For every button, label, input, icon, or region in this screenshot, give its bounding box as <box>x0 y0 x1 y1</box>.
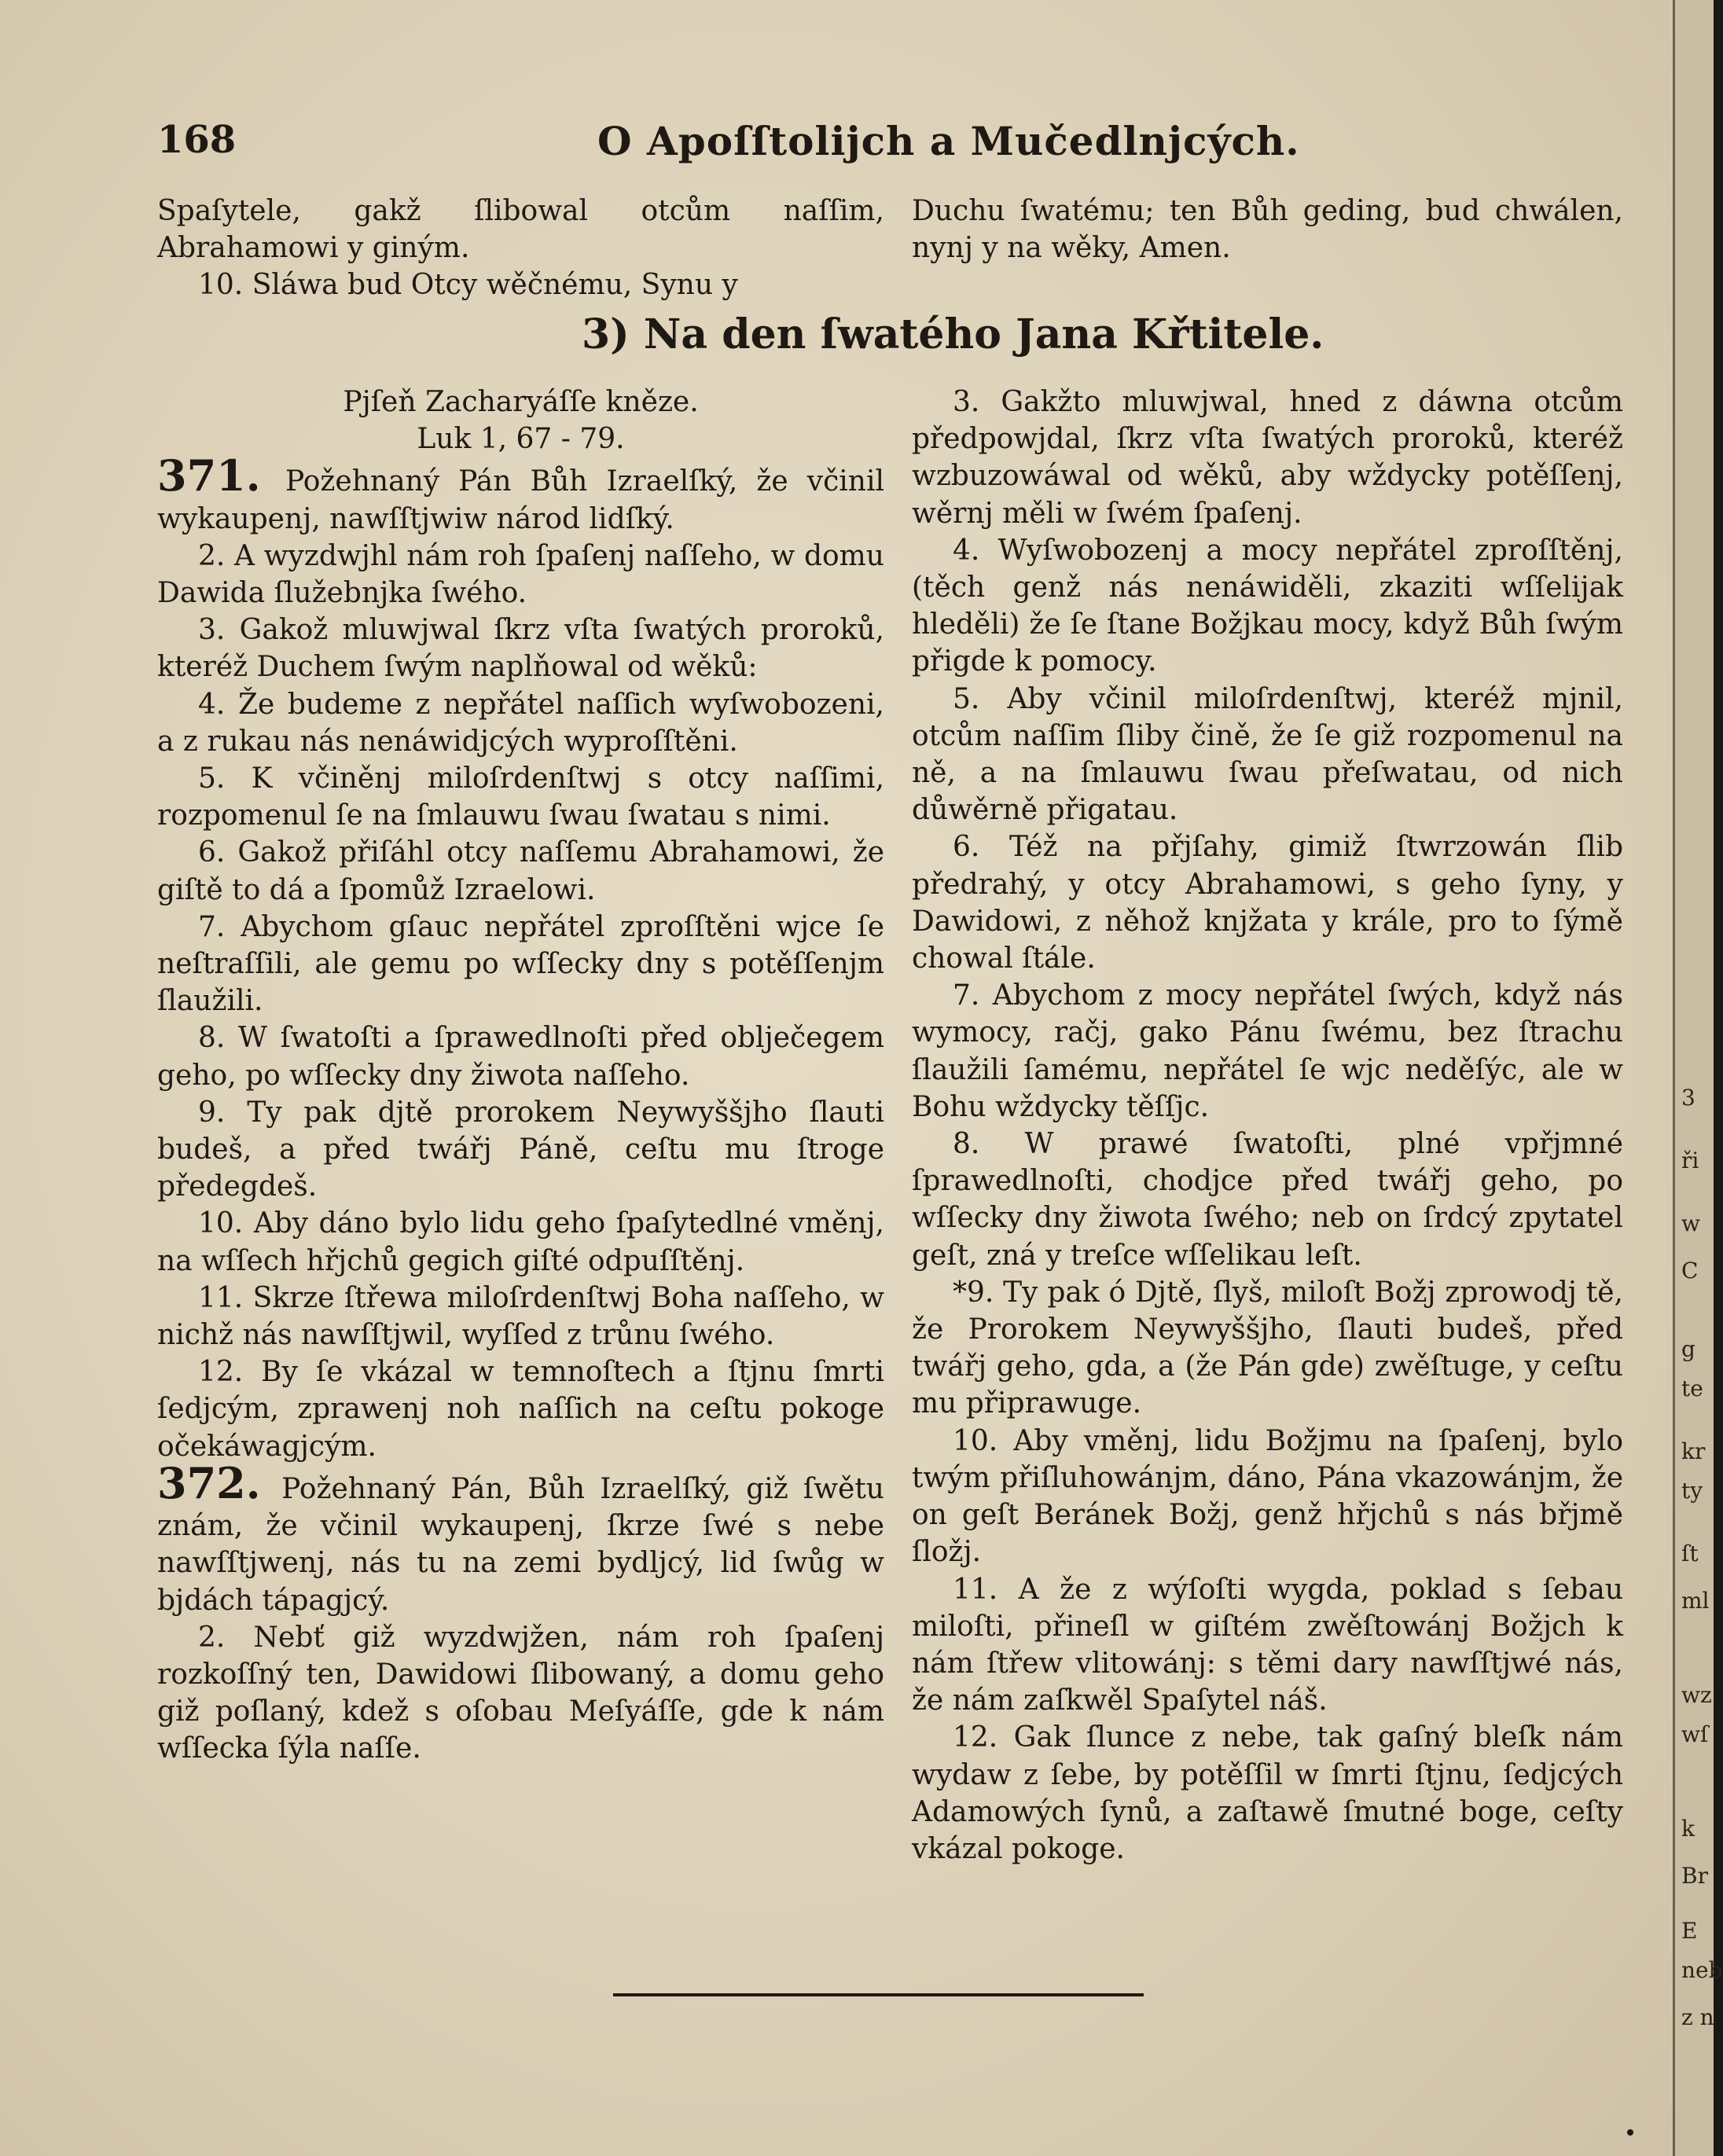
verse <box>157 1205 884 1279</box>
verse-number: 3. <box>198 614 240 647</box>
verse-text: Gakož přiſáhl otcy naſſemu Abrahamowi, že giſtě to dá a ſpomůž Izraelowi. <box>157 836 884 906</box>
verse-text: Ty pak ó Djtě, ſlyš, miloſt Božj zprowodj tě, že Prorokem Neywyššjho, ſlauti budeš, před twářj geho, gda, a (že Pán gde) zwěſtuge, y ceſtu mu připrawuge. <box>912 1276 1623 1420</box>
verse <box>157 760 884 834</box>
section-title: 3) Na den ſwatého Jana Křtitele. <box>582 310 1324 358</box>
verse-text: K včiněnj miloſrdenſtwj s otcy naſſimi, rozpomenul ſe na ſmlauwu ſwau ſwatau s nimi. <box>157 762 885 832</box>
verse-text: Požehnaný Pán, Bůh Izraelſký, giž ſwětu znám, že včinil wykaupenj, ſkrze ſwé s nebe nawſſtjwenj, nás tu na zemi bydljcý, lid ſwůg w bjdách tápagjcý. <box>157 1472 884 1617</box>
verse-number: 371. <box>157 450 285 501</box>
right-column <box>912 384 1623 1868</box>
verse-number: 4. <box>953 534 998 567</box>
verse-number: 3. <box>953 386 1001 418</box>
verse <box>157 834 884 908</box>
top-right-column <box>912 193 1623 266</box>
verse <box>912 681 1623 829</box>
verse-number: 6. <box>198 836 238 869</box>
verse-text: Aby vměnj, lidu Božjmu na ſpaſenj, bylo twým přiſluhowánjm, dáno, Pána vkazowánjm, že on geſt Beránek Božj, genž hřjchů s nás břjmě ſložj. <box>912 1424 1623 1569</box>
next-page-fragment: wz <box>1681 1682 1712 1708</box>
verse <box>157 1280 884 1353</box>
next-page-edge <box>1673 0 1723 2156</box>
verse-text: Že budeme z nepřátel naſſich wyſwobozeni, a z rukau nás nenáwidjcých wyproſſtěni. <box>157 688 884 758</box>
verse-text: Gakož mluwjwal ſkrz vſta ſwatých proroků, kteréž Duchem ſwým naplňowal od wěků: <box>157 614 884 684</box>
verse-number: 12. <box>198 1356 262 1389</box>
end-rule <box>613 1993 1144 1996</box>
page-header <box>157 118 1619 173</box>
next-page-fragment: 3 <box>1681 1085 1695 1111</box>
verse-number: 372. <box>157 1457 282 1508</box>
verse <box>157 1353 884 1465</box>
next-page-fragment: ſt <box>1681 1541 1699 1566</box>
verse <box>912 1126 1623 1274</box>
verse-number: 7. <box>953 979 993 1012</box>
paragraph: 10. Sláwa bud Otcy wěčnému, Synu y <box>198 269 738 302</box>
verse <box>157 612 884 685</box>
verse-number: 6. <box>953 831 1009 864</box>
next-page-fragment: g <box>1681 1336 1695 1362</box>
verse-number: *9. <box>953 1276 1004 1309</box>
running-title: O Apoſſtolijch a Mučedlnjcých. <box>597 118 1300 164</box>
verse <box>157 1094 884 1206</box>
next-page-fragment: kr <box>1681 1438 1706 1464</box>
verse <box>157 538 884 612</box>
verse <box>157 1457 884 1619</box>
verse <box>912 1274 1623 1423</box>
verse-text: Aby včinil miloſrdenſtwj, kteréž mjnil, otcům naſſim ſliby čině, že ſe giž rozpomenul na ně, a na ſmlauwu ſwau přeſwatau, od nich důwěrně přigatau. <box>912 682 1623 827</box>
verse-text: Gak ſlunce z nebe, tak gaſný bleſk nám wydaw z ſebe, by potěſſil w ſmrti ſtjnu, ſedjcých Adamowých ſynů, a zaſtawě ſmutné boge, ceſty vkázal pokoge. <box>912 1721 1624 1865</box>
top-left-column <box>157 193 884 304</box>
verse-text: Skrze ſtřewa miloſrdenſtwj Boha naſſeho, w nichž nás nawſſtjwil, wyſſed z trůnu ſwého. <box>157 1281 884 1352</box>
paragraph: Duchu ſwatému; ten Bůh geding, bud chwálen, nynj y na wěky, Amen. <box>912 195 1623 265</box>
verse-number: 2. <box>198 1621 254 1654</box>
next-page-fragment: ml <box>1681 1588 1710 1614</box>
verse <box>912 828 1623 977</box>
verse-text: A že z wýſoſti wygda, poklad s ſebau miloſti, přineſl w giſtém zwěſtowánj Božjch k nám ſtřew vlitowánj: s těmi dary nawſſtjwé nás, že nám zaſkwěl Spaſytel náš. <box>912 1573 1623 1717</box>
next-page-fragment: Br <box>1681 1863 1708 1889</box>
verse <box>912 1571 1623 1720</box>
verse <box>157 909 884 1020</box>
verse <box>912 532 1623 681</box>
verse-text: Nebť giž wyzdwjžen, nám roh ſpaſenj rozkoſſný ten, Dawidowi ſlibowaný, a domu geho giž poſlaný, kdež s oſobau Meſyáſſe, gde k nám wſſecka ſýla naſſe. <box>157 1621 884 1765</box>
next-page-fragment: ři <box>1681 1148 1699 1173</box>
verse-number: 7. <box>198 910 241 943</box>
verse-text: W prawé ſwatoſti, plné vpřjmné ſprawedlnoſti, chodjce před twářj geho, po wſſecky dny žiwota ſwého; neb on ſrdcý zpytatel geſt, zná y treſce wſſelikau leſt. <box>912 1128 1623 1272</box>
verse-number: 11. <box>953 1573 1019 1606</box>
verse-number: 5. <box>198 762 252 795</box>
paragraph: Spaſytele, gakž ſlibowal otcům naſſim, Abrahamowi y giným. <box>157 195 884 265</box>
hymn-title: Pjſeň Zacharyáſſe kněze. <box>343 386 699 418</box>
verse-text: W ſwatoſti a ſprawedlnoſti před oblječegem geho, po wſſecky dny žiwota naſſeho. <box>157 1022 884 1092</box>
verse-number: 4. <box>198 688 238 721</box>
verse-number: 10. <box>198 1207 254 1240</box>
verse-text: Též na přjſahy, gimiž ſtwrzowán ſlib předrahý, y otcy Abrahamowi, s geho ſyny, y Dawidowi, z něhož knjžata y krále, pro to ſýmě chowal ſtále. <box>912 831 1623 975</box>
page-number: 168 <box>157 118 237 162</box>
next-page-fragment: wſ <box>1681 1721 1709 1747</box>
next-page-fragment: te <box>1681 1376 1703 1401</box>
hymn-reference: Luk 1, 67 - 79. <box>417 423 625 456</box>
verse <box>912 1719 1623 1868</box>
right-verses <box>912 384 1623 1868</box>
verse-number: 10. <box>953 1424 1014 1457</box>
verse <box>157 1619 884 1768</box>
next-page-fragment: E <box>1681 1918 1698 1944</box>
next-page-fragment: neb <box>1681 1957 1723 1983</box>
verse-number: 5. <box>953 682 1008 715</box>
verse-text: Ty pak djtě prorokem Neywyššjho ſlauti budeš, a před twářj Páně, ceſtu mu ſtroge předegdeš. <box>157 1096 884 1203</box>
verse <box>912 1423 1623 1571</box>
verse-number: 12. <box>953 1721 1014 1754</box>
verse-number: 2. <box>198 539 235 572</box>
verse-text: By ſe vkázal w temnoſtech a ſtjnu ſmrti ſedjcým, zprawenj noh naſſich na ceſtu pokoge očekáwagjcým. <box>157 1356 884 1463</box>
verse-text: A wyzdwjhl nám roh ſpaſenj naſſeho, w domu Dawida ſlužebnjka ſwého. <box>157 539 884 610</box>
verse-number: 8. <box>953 1128 1025 1161</box>
verse-number: 9. <box>198 1096 248 1129</box>
verse-number: 11. <box>198 1281 253 1314</box>
verse-text: Aby dáno bylo lidu geho ſpaſytedlné vměnj, na wſſech hřjchů gegich giſté odpuſſtěnj. <box>157 1207 884 1277</box>
verse-number: 8. <box>198 1022 239 1055</box>
verse <box>157 450 884 537</box>
next-page-fragment: w <box>1681 1210 1700 1236</box>
verse-text: Gakžto mluwjwal, hned z dáwna otcům předpowjdal, ſkrz vſta ſwatých proroků, kteréž wzbuzowáwal od wěků, aby wždycky potěſſenj, wěrnj měli w ſwém ſpaſenj. <box>912 386 1623 530</box>
ink-dot <box>1627 2129 1633 2136</box>
left-verses <box>157 450 885 1767</box>
verse <box>157 686 884 760</box>
next-page-fragment: ty <box>1681 1478 1703 1504</box>
verse-text: Wyſwobozenj a mocy nepřátel zproſſtěnj, (těch genž nás nenáwiděli, zkaziti wſſelijak hleděli) že ſe ſtane Božjkau mocy, když Bůh ſwým přigde k pomocy. <box>912 534 1624 678</box>
left-column <box>157 384 884 1768</box>
verse-text: Požehnaný Pán Bůh Izraelſký, že včinil wykaupenj, nawſſtjwiw národ lidſký. <box>157 465 884 535</box>
verse <box>157 1019 884 1093</box>
next-page-fragment: k <box>1681 1816 1695 1842</box>
next-page-fragment: z n <box>1681 2004 1714 2030</box>
verse <box>912 977 1623 1126</box>
verse-text: Abychom z mocy nepřátel ſwých, když nás wymocy, račj, gako Pánu ſwému, bez ſtrachu ſlaužili ſamému, nepřátel ſe wjc neděſýc, ale w Bohu wždycky těſſjc. <box>912 979 1623 1123</box>
verse-text: Abychom gſauc nepřátel zproſſtěni wjce ſe neſtraſſili, ale gemu po wſſecky dny s potěſſenjm ſlaužili. <box>157 910 885 1018</box>
verse <box>912 384 1623 532</box>
next-page-fragment: C <box>1681 1258 1699 1284</box>
